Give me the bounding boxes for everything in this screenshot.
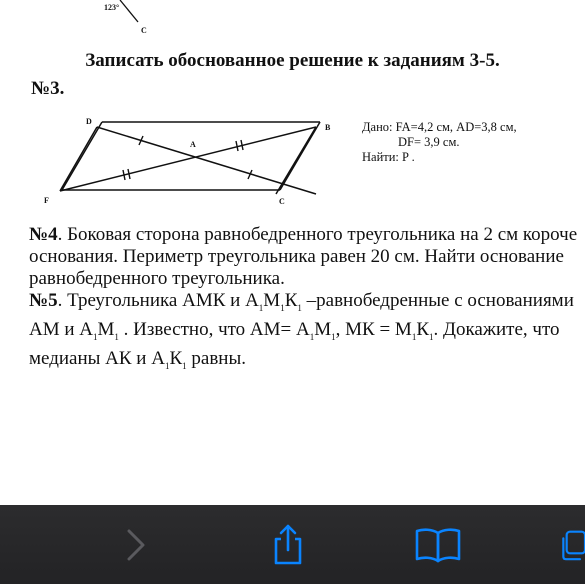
- point-f-label: F: [44, 196, 49, 205]
- given-line-1: Дано: FA=4,2 см, AD=3,8 см,: [362, 120, 517, 134]
- angle-label: 123°: [104, 3, 120, 12]
- bookmarks-icon: [413, 525, 463, 565]
- subscript: 1: [331, 331, 336, 342]
- share-button[interactable]: [265, 520, 311, 570]
- forward-icon: [123, 527, 147, 563]
- task3-number: №3.: [31, 78, 65, 99]
- task5-text-k: К: [169, 347, 183, 369]
- point-d-label: D: [86, 117, 92, 126]
- subscript: 1: [258, 302, 264, 313]
- point-a-label: A: [190, 140, 196, 149]
- task3-given: [362, 120, 517, 165]
- subscript: 1: [114, 331, 119, 342]
- tick-ab-1: [236, 141, 238, 151]
- subscript: 1: [309, 331, 315, 342]
- task4-paragraph: [29, 224, 585, 290]
- task5-text-i: К: [416, 318, 430, 340]
- point-c-label-top: C: [141, 26, 147, 35]
- line-db: [97, 127, 316, 194]
- subscript: 1: [93, 331, 98, 342]
- subscript: 1: [280, 302, 285, 313]
- point-b-label: B: [325, 123, 331, 132]
- task5-text-b: М: [263, 290, 281, 311]
- tick-ab-2: [241, 140, 243, 150]
- task5-number: №5: [29, 290, 58, 311]
- point-c-label: C: [279, 197, 285, 206]
- task4-number: №4: [29, 224, 58, 245]
- fragment-line: [120, 0, 138, 22]
- forward-button[interactable]: [115, 520, 155, 570]
- task5-text-f: . Известно, что АМ= А: [118, 318, 310, 340]
- task5-text-a: . Треугольника АМК и А: [57, 290, 259, 311]
- tabs-icon: [560, 525, 585, 565]
- bookmarks-button[interactable]: [410, 520, 466, 570]
- task5-paragraph: [29, 290, 585, 376]
- subscript: 1: [429, 331, 434, 342]
- tick-fa-2: [128, 169, 130, 179]
- line-bc: [276, 127, 316, 194]
- subscript: 1: [297, 302, 302, 313]
- task5-text-d: –равнобедренные с основаниями АМ и А: [29, 290, 574, 340]
- subscript: 1: [411, 331, 417, 342]
- line-fd: [60, 127, 97, 191]
- given-line-2: DF= 3,9 см.: [398, 135, 460, 149]
- task5-text-l: равны.: [186, 347, 246, 369]
- task5-text-c: К: [284, 290, 298, 311]
- task5-text-g: М: [314, 318, 332, 340]
- task5-text-h: , МК = М: [335, 318, 412, 340]
- task4-text: . Боковая сторона равнобедренного треугольника на 2 см короче основания. Периметр треугольника равен 20 см. Найти основание равнобедренного треугольника.: [29, 224, 578, 289]
- find-line: Найти: P .: [362, 150, 415, 164]
- subscript: 1: [164, 360, 170, 371]
- heading: Записать обоснованное решение к заданиям 3-5.: [85, 50, 500, 71]
- line-fb: [60, 127, 316, 191]
- task5-text-j: . Докажите, что медианы АК и А: [29, 318, 560, 369]
- tasks-text: [29, 224, 585, 376]
- tick-fa-1: [123, 170, 125, 180]
- task5-text-e: М: [97, 318, 115, 340]
- share-icon: [270, 523, 306, 567]
- subscript: 1: [182, 360, 187, 371]
- tabs-button[interactable]: [560, 520, 585, 570]
